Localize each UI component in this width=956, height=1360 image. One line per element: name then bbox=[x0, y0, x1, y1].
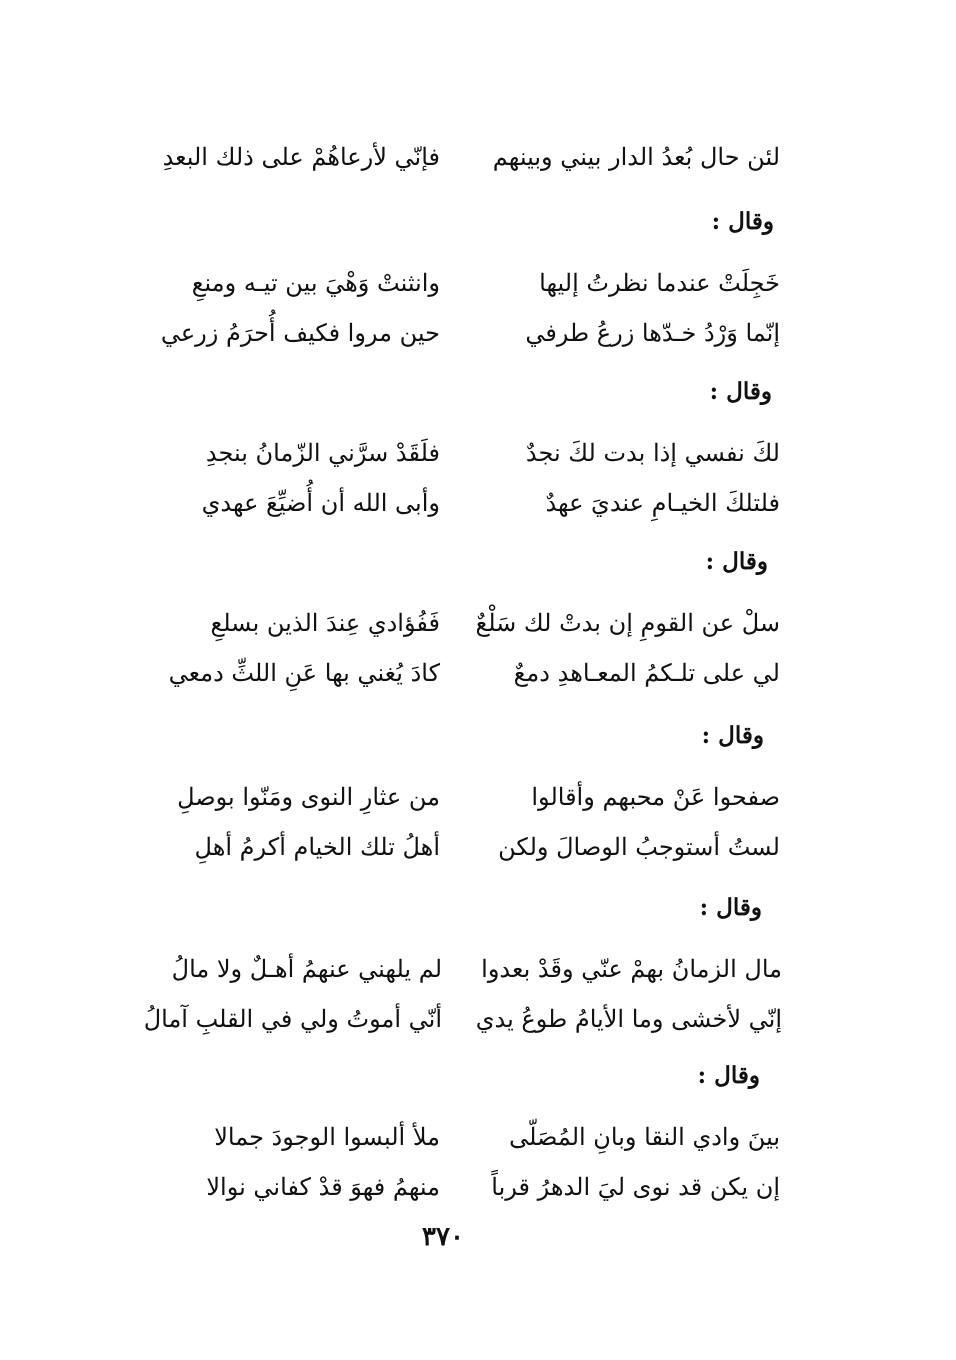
second-hemistich: منهمُ فهوَ قدْ كفاني نوالا bbox=[206, 1173, 440, 1201]
second-hemistich: لم يلهني عنهمُ أهـلٌ ولا مالُ bbox=[171, 955, 442, 983]
poem-block bbox=[120, 772, 780, 872]
second-hemistich: ملأ ألبسوا الوجودَ جمالا bbox=[214, 1123, 440, 1151]
verse-line bbox=[116, 1162, 780, 1212]
verse-line bbox=[120, 428, 780, 478]
intro-heading: وقال : bbox=[709, 378, 772, 405]
second-hemistich: من عثارِ النوى ومَنّوا بوصلِ bbox=[177, 783, 440, 811]
verse-line bbox=[120, 478, 780, 528]
first-hemistich: مال الزمانُ بهمْ عنّي وقَدْ بعدوا bbox=[481, 955, 782, 983]
second-hemistich: أنّي أموتُ ولي في القلبِ آمالُ bbox=[143, 1005, 442, 1033]
first-hemistich: خَجِلَتْ عندما نظرتُ إليها bbox=[539, 269, 780, 297]
intro-heading: وقال : bbox=[711, 208, 774, 235]
first-hemistich: سلْ عن القومِ إن بدتْ لك سَلْعٌ bbox=[475, 609, 780, 637]
first-hemistich: إنّما وَرْدُ خـدّها زرعُ طرفي bbox=[525, 319, 780, 347]
second-hemistich: فَفُؤادي عِندَ الذين بسلعِ bbox=[210, 609, 440, 637]
verse-line bbox=[120, 132, 780, 182]
first-hemistich: فلتلكَ الخيـامِ عنديَ عهدٌ bbox=[545, 489, 780, 517]
second-hemistich: فلَقَدْ سرَّني الزّمانُ بنجدِ bbox=[205, 439, 440, 467]
second-hemistich: حين مروا فكيف أُحرَمُ زرعي bbox=[160, 319, 440, 347]
second-hemistich: وانثنتْ وَهْيَ بين تيـه ومنعِ bbox=[191, 269, 440, 297]
poem-block bbox=[120, 258, 780, 358]
verse-line bbox=[120, 772, 780, 822]
poem-block bbox=[112, 944, 782, 1044]
second-hemistich: كادَ يُغني بها عَنِ اللثِّ دمعي bbox=[168, 659, 440, 687]
first-hemistich: لي على تلـكمُ المعـاهدِ دمعٌ bbox=[513, 659, 780, 687]
first-hemistich: صفحوا عَنْ محبهم وأقالوا bbox=[531, 783, 780, 811]
verse-line bbox=[120, 598, 780, 648]
verse-line bbox=[116, 1112, 780, 1162]
verse-line bbox=[120, 308, 780, 358]
first-hemistich: بينَ وادي النقا وبانِ المُصَلّى bbox=[509, 1123, 780, 1151]
first-hemistich: لستُ أستوجبُ الوصالَ ولكن bbox=[498, 833, 780, 861]
poem-block bbox=[120, 428, 780, 528]
first-hemistich: لئن حال بُعدُ الدار بيني وبينهم bbox=[492, 143, 780, 171]
second-hemistich: فإنّي لأرعاهُمْ على ذلك البعدِ bbox=[162, 143, 440, 171]
verse-line bbox=[120, 258, 780, 308]
intro-heading: وقال : bbox=[701, 722, 764, 749]
poem-block bbox=[116, 1112, 780, 1212]
intro-heading: وقال : bbox=[705, 548, 768, 575]
first-hemistich: إنّي لأخشى وما الأيامُ طوعُ يدي bbox=[475, 1005, 782, 1033]
second-hemistich: وأبى الله أن أُضيِّعَ عهدي bbox=[201, 489, 440, 517]
verse-line bbox=[112, 994, 782, 1044]
second-hemistich: أهلُ تلك الخيام أكرمُ أهلِ bbox=[194, 833, 440, 861]
first-hemistich: لكَ نفسي إذا بدت لكَ نجدٌ bbox=[525, 439, 780, 467]
first-hemistich: إن يكن قد نوى ليَ الدهرُ قرباً bbox=[491, 1173, 780, 1201]
intro-heading: وقال : bbox=[699, 894, 762, 921]
poem-block bbox=[120, 598, 780, 698]
page-number: ٣٧٠ bbox=[422, 1222, 464, 1252]
verse-line bbox=[120, 822, 780, 872]
verse-line bbox=[120, 648, 780, 698]
verse-line bbox=[112, 944, 782, 994]
poem-block bbox=[120, 132, 780, 182]
intro-heading: وقال : bbox=[697, 1062, 760, 1089]
